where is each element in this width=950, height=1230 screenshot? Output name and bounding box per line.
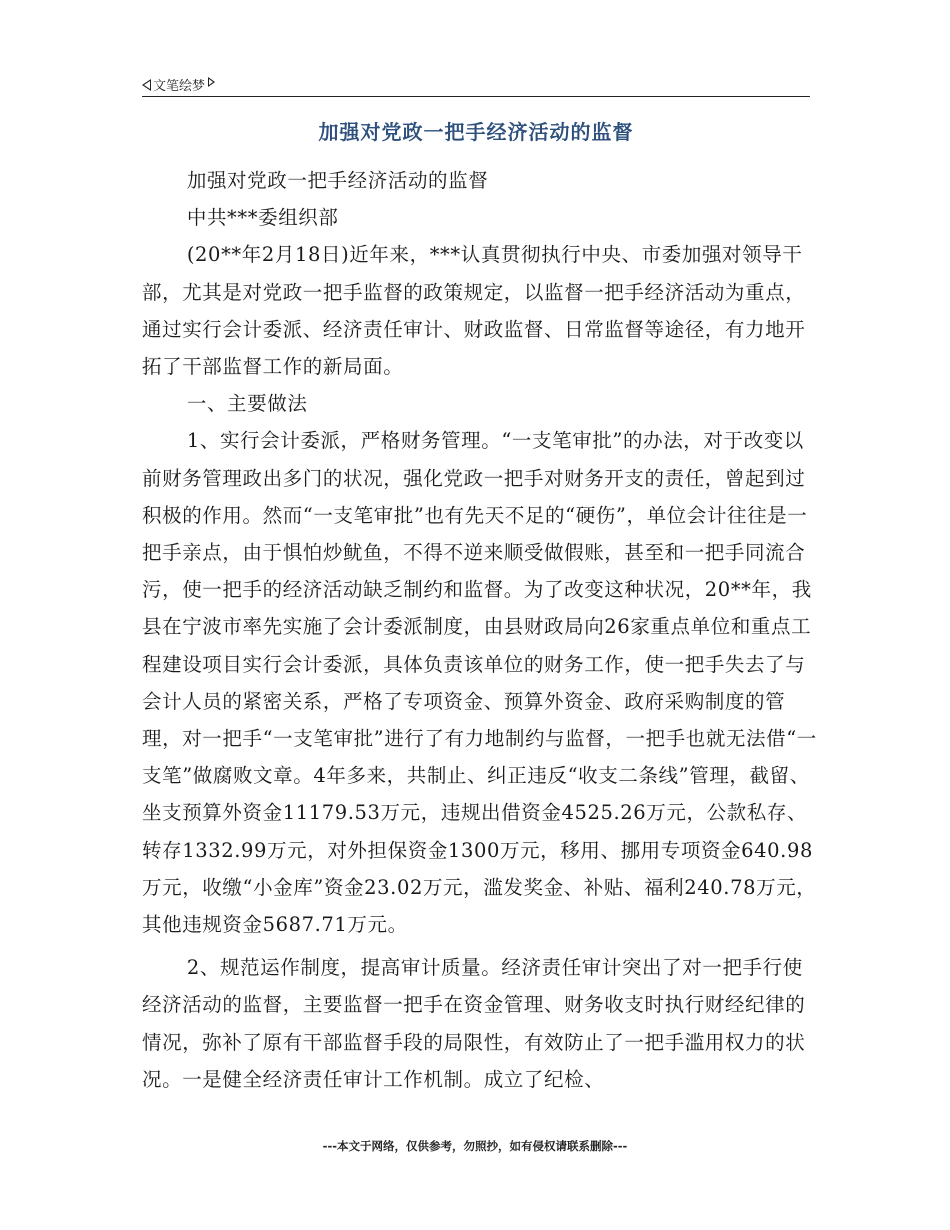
footer-disclaimer: ---本文于网络，仅供参考，勿照抄，如有侵权请联系删除--- xyxy=(322,1139,628,1153)
brand-name: 文笔绘梦 xyxy=(153,79,206,94)
document-body xyxy=(142,162,822,1098)
paragraph-intro: (20**年2月18日)近年来，***认真贯彻执行中央、市委加强对领导干部，尤其是对党政一把手监督的政策规定，以监督一把手经济活动为重点，通过实行会计委派、经济责任审计、财政监督、日常监督等途径，有力地开拓了干部监督工作的新局面。 xyxy=(142,243,806,379)
left-triangle-icon xyxy=(142,79,151,91)
page-header xyxy=(142,74,810,97)
right-triangle-icon xyxy=(208,77,215,87)
paragraph-item-1: 1、实行会计委派，严格财务管理。“一支笔审批”的办法，对于改变以前财务管理政出多门的状况，强化党政一把手对财务开支的责任，曾起到过积极的作用。然而“一支笔审批”也有先天不足的“硬伤”，单位会计往往是一把手亲点，由于惧怕炒鱿鱼，不得不逆来顺受做假账，甚至和一把手同流合污，使一把手的经济活动缺乏制约和监督。为了改变这种状况，20**年，我县在宁波市率先实施了会计委派制度，由县财政局向26家重点单位和重点工程建设项目实行会计委派，具体负责该单位的财务工作，使一把手失去了与会计人员的紧密关系，严格了专项资金、预算外资金、政府采购制度的管理，对一把手“一支笔审批”进行了有力地制约与监督，一把手也就无法借“一支笔”做腐败文章。4年多来，共制止、纠正违反“收支二条线”管理，截留、坐支预算外资金11179.53万元，违规出借资金4525.26万元，公款私存、转存1332.99万元，对外担保资金1300万元，移用、挪用专项资金640.98万元，收缴“小金库”资金23.02万元，滥发奖金、补贴、福利240.78万元，其他违规资金5687.71万元。 xyxy=(142,429,817,937)
paragraph-item-2: 2、规范运作制度，提高审计质量。经济责任审计突出了对一把手行使经济活动的监督，主要监督一把手在资金管理、财务收支时执行财经纪律的情况，弥补了原有干部监督手段的局限性，有效防止了一把手滥用权力的状况。一是健全经济责任审计工作机制。成立了纪检、 xyxy=(142,956,806,1091)
document-title: 加强对党政一把手经济活动的监督 xyxy=(318,120,634,144)
paragraph-author: 中共***委组织部 xyxy=(186,206,339,230)
section-heading: 一、主要做法 xyxy=(186,392,308,416)
paragraph-subtitle: 加强对党政一把手经济活动的监督 xyxy=(186,169,489,192)
brand-logo xyxy=(142,75,215,94)
